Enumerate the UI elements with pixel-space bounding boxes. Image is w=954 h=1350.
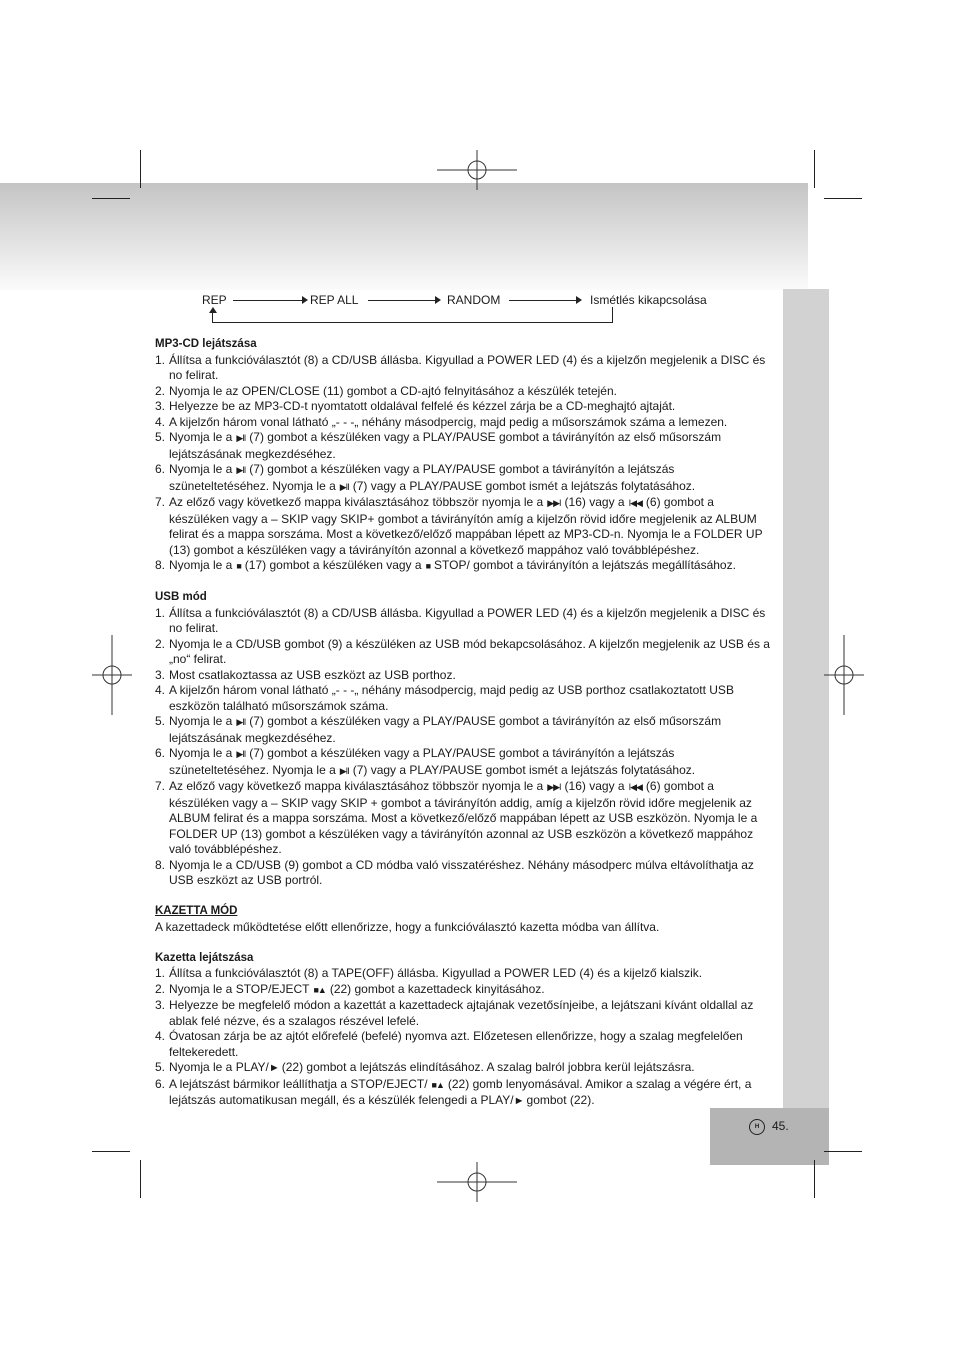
list-item: 7. Az előző vagy következő mappa kiválasztásához többször nyomja le a ▶▶I (16) vagy a I◀◀ (6) gombot a készüléken vagy a – SKIP vagy SKIP+ gombot a távirányítón amíg a kijelzőn rövid időre megjelenik az ALBUM felirat és a mappa sorszáma. Most a következő/előző mappában lépett az MP3-CD-n. Nyomja le a FOLDER UP (13) gombot a készüléken vagy a távirányítón azonnal a következő mappához való továbblépéshez.: [155, 495, 763, 557]
flow-return-line: [212, 322, 613, 323]
list-item: 1. Állítsa a funkcióválasztót (8) a CD/USB állásba. Kigyullad a POWER LED (4) és a kijelzőn megjelenik a DISC és no felirat.: [155, 352, 766, 382]
arrow-right-icon: [576, 296, 582, 304]
list-item: 4. A kijelzőn három vonal látható „- - -„ néhány másodpercig, majd pedig az USB porthoz csatlakoztatott USB eszközön található műsorszámok száma.: [155, 683, 734, 713]
list-item: 8. Nyomja le a CD/USB (9) gombot a CD módba való visszatéréshez. Néhány másodperc múlva eltávolíthatja az USB eszközt az USB portról.: [155, 857, 754, 887]
cassette-steps: [155, 966, 775, 1110]
play-pause-icon: ▶II: [236, 717, 246, 727]
crop-mark: [814, 150, 815, 188]
arrow-right-icon: [435, 296, 441, 304]
play-icon: ►: [268, 1062, 279, 1074]
section-title-usb: USB mód: [155, 591, 207, 603]
crop-mark: [824, 198, 862, 199]
list-item: 1. Állítsa a funkcióválasztót (8) a CD/USB állásba. Kigyullad a POWER LED (4) és a kijelzőn megjelenik a DISC és no felirat.: [155, 605, 766, 635]
crop-mark: [92, 198, 130, 199]
usb-steps: [155, 606, 775, 889]
list-item: 5. Nyomja le a ▶II (7) gombot a készüléken vagy a PLAY/PAUSE gombot a távirányítón az első műsorszám lejátszásának megkezdéséhez.: [155, 430, 722, 461]
mp3-steps: [155, 353, 775, 575]
list-item: 3. Helyezze be megfelelő módon a kazettát a kazettadeck ajtajának vezetősínjeibe, a lejátszani kívánt oldallal az ablak felé nézve, és a szalagos részével lefelé.: [155, 998, 754, 1028]
side-band: [783, 289, 829, 1109]
list-item: 7. Az előző vagy következő mappa kiválasztásához többször nyomja le a ▶▶I (16) vagy a I◀◀ (6) gombot a készüléken vagy a – SKIP vagy SKIP + gombot a távirányítón addig, amíg a kijelzőn rövid időre megjelenik az ALBUM felirat és a mappa sorszáma. Most a következő/előző mappában lépett az USB eszközön. Nyomja le a FOLDER UP (13) gombot a készüléken vagy a távirányítón azonnal az USB eszközön a következő mappához való továbblépéshez.: [155, 779, 758, 856]
crop-mark: [824, 1151, 862, 1152]
section-title-cassette-playback: Kazetta lejátszása: [155, 951, 254, 964]
list-item: 2. Nyomja le a CD/USB gombot (9) a készüléken az USB mód bekapcsolásához. A kijelzőn megjelenik az USB és a „no“ felirat.: [155, 636, 770, 666]
list-item: 5. Nyomja le a ▶II (7) gombot a készüléken vagy a PLAY/PAUSE gombot a távirányítón az első műsorszám lejátszásának megkezdéséhez.: [155, 714, 722, 745]
stop-eject-icon: ■▲: [313, 984, 326, 995]
header-band: [0, 183, 808, 290]
section-title-mp3: MP3-CD lejátszása: [155, 338, 257, 350]
flow-arrow: [509, 300, 577, 301]
arrow-right-icon: [302, 296, 308, 304]
list-item: 8. Nyomja le a ■ (17) gombot a készüléken vagy a ■ STOP/ gombot a távirányítón a lejátszás megállításához.: [155, 558, 736, 572]
crop-mark: [814, 1160, 815, 1198]
list-item: 2. Nyomja le a STOP/EJECT ■▲ (22) gombot a kazettadeck kinyitásához.: [155, 981, 545, 996]
play-pause-icon: ▶II: [236, 465, 246, 475]
crop-mark: [140, 1160, 141, 1198]
skip-back-icon: I◀◀: [628, 498, 642, 508]
registration-mark-icon: [437, 1162, 517, 1202]
list-item: 6. Nyomja le a ▶II (7) gombot a készüléken vagy a PLAY/PAUSE gombot a távirányítón a lejátszás szüneteltetéséhez. Nyomja le a ▶II (7) vagy a PLAY/PAUSE gombot ismét a lejátszás folytatásához.: [155, 462, 696, 493]
list-item: 3. Helyezze be az MP3-CD-t nyomtatott oldalával felfelé és kézzel zárja be a CD-meghajtó ajtaját.: [155, 399, 676, 413]
list-item: 4. A kijelzőn három vonal látható „- - -„ néhány másodpercig, majd pedig a műsorszámok száma a lemezen.: [155, 414, 728, 429]
registration-mark-icon: [92, 635, 132, 715]
page-number-box: [710, 1108, 829, 1165]
skip-forward-icon: ▶▶I: [547, 782, 561, 792]
arrow-up-icon: [209, 307, 217, 313]
language-badge-icon: H: [749, 1119, 765, 1135]
flow-random: RANDOM: [447, 293, 501, 307]
list-item: 6. A lejátszást bármikor leállíthatja a STOP/EJECT/ ■▲ (22) gomb lenyomásával. Amikor a szalag a végére ért, a lejátszás automatikusan megáll, és a készülék felengedi a PLAY/► gombot (22).: [155, 1076, 752, 1107]
stop-icon: ■: [236, 561, 241, 571]
registration-mark-icon: [824, 635, 864, 715]
flow-return-line: [612, 307, 613, 323]
registration-mark-icon: [437, 150, 517, 190]
play-icon: ►: [513, 1095, 524, 1107]
page-number: 45.: [772, 1119, 789, 1133]
manual-content: [155, 337, 775, 1110]
stop-eject-icon: ■▲: [431, 1079, 444, 1090]
flow-rep: REP: [202, 293, 227, 307]
play-pause-icon: ▶II: [236, 433, 246, 443]
crop-mark: [92, 1151, 130, 1152]
list-item: 6. Nyomja le a ▶II (7) gombot a készüléken vagy a PLAY/PAUSE gombot a távirányítón a lejátszás szüneteltetéséhez. Nyomja le a ▶II (7) vagy a PLAY/PAUSE gombot ismét a lejátszás folytatásához.: [155, 746, 696, 777]
flow-repeat-off: Ismétlés kikapcsolása: [590, 293, 707, 307]
play-pause-icon: ▶II: [339, 765, 349, 776]
list-item: 4. Óvatosan zárja be az ajtót előrefelé (befelé) nyomva azt. Előzetesen ellenőrizze, hogy a szalag megfelelően feltekeredett.: [155, 1029, 743, 1059]
play-pause-icon: ▶II: [339, 481, 349, 492]
section-title-cassette-mode: KAZETTA MÓD: [155, 905, 238, 917]
list-item: 3. Most csatlakoztassa az USB eszközt az USB porthoz.: [155, 667, 456, 682]
cassette-mode-text: A kazettadeck működtetése előtt ellenőrizze, hogy a funkcióválasztó kazetta módba van állítva.: [155, 919, 660, 934]
list-item: 1. Állítsa a funkcióválasztót (8) a TAPE(OFF) állásba. Kigyullad a POWER LED (4) és a kijelző kialszik.: [155, 966, 703, 980]
skip-forward-icon: ▶▶I: [547, 498, 561, 508]
stop-icon: ■: [425, 561, 430, 571]
play-pause-icon: ▶II: [236, 749, 246, 759]
flow-arrow: [233, 300, 303, 301]
flow-arrow: [368, 300, 436, 301]
list-item: 2. Nyomja le az OPEN/CLOSE (11) gombot a CD-ajtó felnyitásához a készülék tetején.: [155, 383, 617, 398]
list-item: 5. Nyomja le a PLAY/► (22) gombot a lejátszás elindításához. A szalag balról jobbra kerül lejátszásra.: [155, 1060, 695, 1074]
skip-back-icon: I◀◀: [628, 782, 642, 792]
crop-mark: [140, 150, 141, 188]
flow-rep-all: REP ALL: [310, 293, 359, 307]
